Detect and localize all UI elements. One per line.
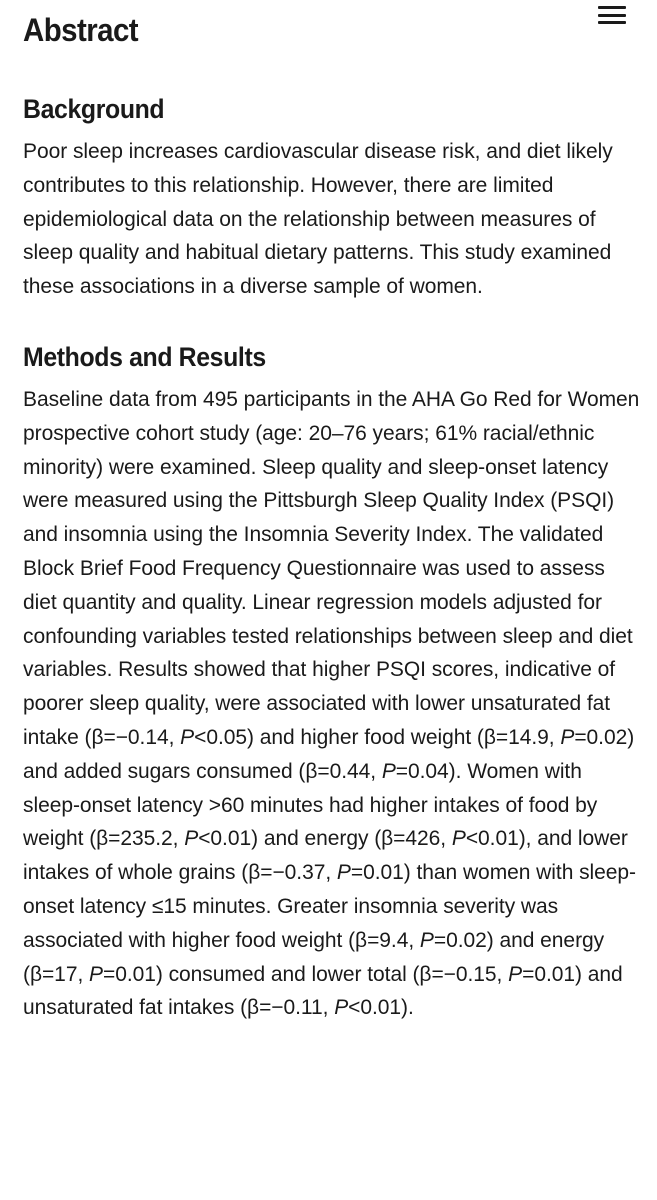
text-segment: =0.01) than women with sleep‐onset latency ≤15 minutes. Greater insomnia severity was associated with higher food weight (β=9.4, [23, 861, 637, 952]
p-value-symbol: P [180, 725, 195, 749]
p-value-symbol: P [381, 759, 396, 783]
p-value-symbol: P [184, 827, 199, 851]
abstract-section [23, 0, 641, 1025]
p-value-symbol: P [336, 861, 351, 885]
text-segment: =0.02) and energy (β=17, [23, 928, 605, 986]
p-value-symbol: P [419, 928, 434, 952]
text-segment: =0.01) consumed and lower total (β=−0.15, [102, 962, 509, 986]
methods-results-text [23, 383, 641, 1025]
p-value-symbol: P [508, 962, 523, 986]
p-value-symbol: P [560, 725, 575, 749]
text-segment: Baseline data from 495 participants in the AHA Go Red for Women prospective cohort study (age: 20–76 years; 61% racial/ethnic minority) were examined. Sleep quality and sleep‐onset latency were measured using the Pittsburgh Sleep Quality Index (PSQI) and insomnia using the Insomnia Severity Index. The validated Block Brief Food Frequency Questionnaire was used to assess diet quantity and quality. Linear regression models adjusted for confounding variables tested relationships between sleep and diet variables. Results showed that higher PSQI scores, indicative of poorer sleep quality, were associated with lower unsaturated fat intake (β=−0.14, [23, 387, 640, 749]
text-segment: <0.01). [348, 996, 414, 1020]
p-value-symbol: P [334, 996, 349, 1020]
text-segment: =0.04). Women with sleep‐onset latency >60 minutes had higher intakes of food by weight (β=235.2, [23, 759, 598, 851]
text-segment: <0.01) and energy (β=426, [198, 827, 452, 851]
text-segment: <0.01), and lower intakes of whole grains (β=−0.37, [23, 827, 628, 885]
background-heading: Background [23, 94, 165, 124]
background-text: Poor sleep increases cardiovascular disease risk, and diet likely contributes to this relationship. However, there are limited epidemiological data on the relationship between measures of sleep quality and habitual dietary patterns. This study examined these associations in a diverse sample of women. [23, 140, 613, 299]
text-segment: =0.02) and added sugars consumed (β=0.44, [23, 725, 635, 783]
p-value-symbol: P [89, 962, 103, 986]
text-segment: =0.01) and unsaturated fat intakes (β=−0.11, [23, 962, 623, 1020]
methods-results-heading: Methods and Results [23, 341, 266, 372]
abstract-title: Abstract [23, 12, 139, 48]
text-segment: <0.05) and higher food weight (β=14.9, [194, 725, 561, 749]
p-value-symbol: P [451, 827, 466, 851]
